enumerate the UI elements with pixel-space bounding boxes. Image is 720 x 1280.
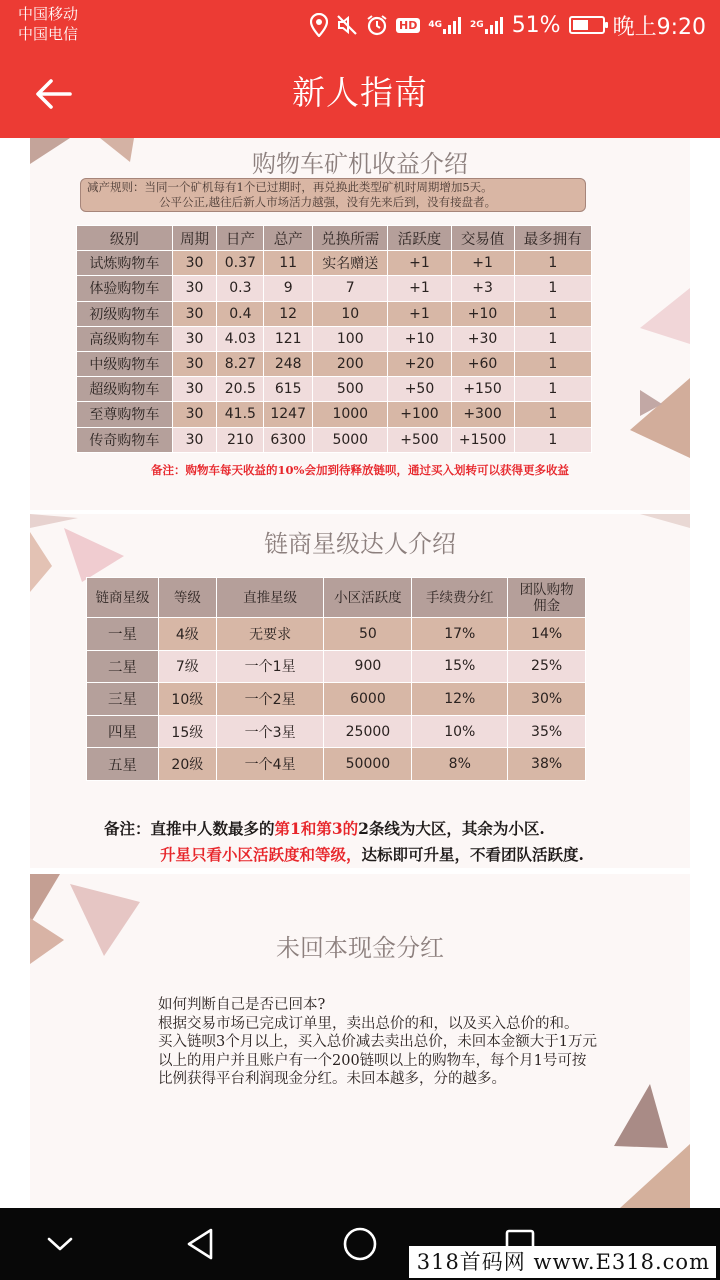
status-icons bbox=[310, 8, 706, 42]
column-header: 小区活跃度 bbox=[324, 578, 412, 618]
table-cell: +10 bbox=[388, 326, 451, 351]
table-cell: 20级 bbox=[158, 748, 216, 781]
table-cell: 25% bbox=[508, 650, 586, 683]
column-header: 手续费分红 bbox=[412, 578, 508, 618]
mining-note: 备注：购物车每天收益的10%会加到待释放链呗，通过买入划转可以获得更多收益 bbox=[151, 463, 569, 477]
star-note-line-1: 备注：直推中人数最多的第1和第3的2条线为大区，其余为小区. bbox=[104, 819, 545, 838]
table-cell: 1 bbox=[514, 351, 591, 376]
table-row bbox=[87, 683, 586, 716]
triangle-decoration bbox=[590, 1084, 690, 1208]
triangle-decoration bbox=[630, 288, 690, 358]
watermark-text: 318首码网 www.E318.com bbox=[409, 1246, 716, 1278]
row-label-cell: 三星 bbox=[87, 683, 159, 716]
table-cell: 30 bbox=[172, 351, 217, 376]
column-header: 级别 bbox=[77, 226, 173, 251]
table-cell: +1 bbox=[388, 276, 451, 301]
rule-line-1: 减产规则：当同一个矿机每有1个已过期时，再兑换此类型矿机时周期增加5天。 bbox=[87, 180, 493, 194]
table-cell: 6300 bbox=[264, 427, 313, 452]
table-cell: 210 bbox=[217, 427, 264, 452]
row-label-cell: 二星 bbox=[87, 650, 159, 683]
table-row bbox=[77, 326, 592, 351]
table-cell: 5000 bbox=[313, 427, 388, 452]
table-cell: 无要求 bbox=[216, 618, 324, 651]
table-cell: 1 bbox=[514, 251, 591, 276]
row-label-cell: 高级购物车 bbox=[77, 326, 173, 351]
battery-percent: 51% bbox=[511, 12, 561, 38]
row-label-cell: 传奇购物车 bbox=[77, 427, 173, 452]
table-cell: 9 bbox=[264, 276, 313, 301]
row-label-cell: 中级购物车 bbox=[77, 351, 173, 376]
table-cell: 20.5 bbox=[217, 377, 264, 402]
table-row bbox=[77, 377, 592, 402]
table-cell: 35% bbox=[508, 715, 586, 748]
table-row bbox=[87, 618, 586, 651]
table-cell: +500 bbox=[388, 427, 451, 452]
row-label-cell: 体验购物车 bbox=[77, 276, 173, 301]
column-header: 兑换所需 bbox=[313, 226, 388, 251]
table-cell: 1 bbox=[514, 301, 591, 326]
table-cell: +60 bbox=[451, 351, 514, 376]
table-cell: 11 bbox=[264, 251, 313, 276]
row-label-cell: 五星 bbox=[87, 748, 159, 781]
star-note-line-2: 升星只看小区活跃度和等级，达标即可升星，不看团队活跃度. bbox=[160, 845, 584, 864]
table-cell: 一个1星 bbox=[216, 650, 324, 683]
reduction-rule-box bbox=[80, 178, 586, 212]
signal-2-icon: 2G bbox=[470, 15, 504, 35]
table-cell: 30% bbox=[508, 683, 586, 716]
table-cell: 10 bbox=[313, 301, 388, 326]
mute-icon bbox=[336, 14, 358, 36]
table-cell: 实名赠送 bbox=[313, 251, 388, 276]
table-cell: +1 bbox=[388, 251, 451, 276]
column-header: 团队购物佣金 bbox=[508, 578, 586, 618]
system-nav-bar bbox=[0, 1208, 720, 1280]
guide-content[interactable] bbox=[0, 138, 720, 1208]
table-cell: 17% bbox=[412, 618, 508, 651]
table-cell: 12% bbox=[412, 683, 508, 716]
table-cell: 200 bbox=[313, 351, 388, 376]
table-cell: 1 bbox=[514, 377, 591, 402]
table-cell: +150 bbox=[451, 377, 514, 402]
table-cell: +1 bbox=[451, 251, 514, 276]
table-row bbox=[87, 715, 586, 748]
column-header: 活跃度 bbox=[388, 226, 451, 251]
signal-1-icon: 4G bbox=[428, 15, 462, 35]
column-header: 总产 bbox=[264, 226, 313, 251]
triangle-decoration bbox=[600, 370, 690, 460]
table-cell: 30 bbox=[172, 301, 217, 326]
app-header bbox=[0, 50, 720, 138]
table-cell: +300 bbox=[451, 402, 514, 427]
table-cell: 38% bbox=[508, 748, 586, 781]
nav-collapse-button[interactable] bbox=[36, 1224, 84, 1264]
table-cell: 一个3星 bbox=[216, 715, 324, 748]
table-cell: +1500 bbox=[451, 427, 514, 452]
table-cell: 1 bbox=[514, 326, 591, 351]
paragraph: 如何判断自己是否已回本? bbox=[158, 997, 326, 1013]
row-label-cell: 至尊购物车 bbox=[77, 402, 173, 427]
table-cell: 6000 bbox=[324, 683, 412, 716]
row-label-cell: 四星 bbox=[87, 715, 159, 748]
chevron-down-icon bbox=[46, 1235, 74, 1253]
table-cell: 30 bbox=[172, 276, 217, 301]
section-title-star: 链商星级达人介绍 bbox=[264, 530, 456, 558]
table-cell: 一个4星 bbox=[216, 748, 324, 781]
table-cell: 1247 bbox=[264, 402, 313, 427]
table-row bbox=[77, 402, 592, 427]
table-cell: 50000 bbox=[324, 748, 412, 781]
table-cell: 30 bbox=[172, 326, 217, 351]
status-bar bbox=[0, 0, 720, 50]
star-note bbox=[104, 816, 584, 868]
alarm-icon bbox=[366, 14, 388, 36]
table-cell: 0.4 bbox=[217, 301, 264, 326]
table-row bbox=[77, 301, 592, 326]
hd-icon: HD bbox=[396, 18, 420, 33]
table-cell: 30 bbox=[172, 427, 217, 452]
table-cell: 15级 bbox=[158, 715, 216, 748]
paragraph: 根据交易市场已完成订单里，卖出总价的和，以及买入总价的和。 bbox=[158, 1015, 579, 1032]
table-cell: +3 bbox=[451, 276, 514, 301]
column-header: 周期 bbox=[172, 226, 217, 251]
table-cell: 1000 bbox=[313, 402, 388, 427]
table-row bbox=[87, 748, 586, 781]
mining-table bbox=[76, 225, 592, 453]
table-row bbox=[87, 650, 586, 683]
table-cell: 1 bbox=[514, 276, 591, 301]
table-cell: 8% bbox=[412, 748, 508, 781]
column-header: 最多拥有 bbox=[514, 226, 591, 251]
table-row bbox=[77, 276, 592, 301]
table-cell: 7级 bbox=[158, 650, 216, 683]
table-cell: 0.37 bbox=[217, 251, 264, 276]
section-title-mining: 购物车矿机收益介绍 bbox=[252, 150, 468, 178]
table-cell: 248 bbox=[264, 351, 313, 376]
column-header: 日产 bbox=[217, 226, 264, 251]
table-row bbox=[77, 251, 592, 276]
table-cell: 14% bbox=[508, 618, 586, 651]
section-title-dividend: 未回本现金分红 bbox=[276, 934, 444, 962]
clock: 晚上9:20 bbox=[612, 14, 706, 40]
table-cell: 15% bbox=[412, 650, 508, 683]
table-cell: 7 bbox=[313, 276, 388, 301]
carrier-2: 中国电信 bbox=[18, 25, 79, 43]
triangle-back-icon bbox=[185, 1227, 215, 1261]
table-cell: 30 bbox=[172, 377, 217, 402]
table-cell: 500 bbox=[313, 377, 388, 402]
table-cell: +30 bbox=[451, 326, 514, 351]
circle-home-icon bbox=[342, 1226, 378, 1262]
page-title: 新人指南 bbox=[292, 73, 428, 112]
row-label-cell: 试炼购物车 bbox=[77, 251, 173, 276]
table-cell: +20 bbox=[388, 351, 451, 376]
paragraph: 买入链呗3个月以上，买入总价减去卖出总价，未回本金额大于1万元以上的用户并且账户有一个200链呗以上的购物车，每个月1号可按比例获得平台利润现金分红。未回本越多，分的越多。 bbox=[158, 1034, 597, 1087]
nav-back-button[interactable] bbox=[176, 1224, 224, 1264]
nav-home-button[interactable] bbox=[336, 1224, 384, 1264]
row-label-cell: 超级购物车 bbox=[77, 377, 173, 402]
column-header: 交易值 bbox=[451, 226, 514, 251]
table-cell: 1 bbox=[514, 427, 591, 452]
table-cell: 0.3 bbox=[217, 276, 264, 301]
rule-line-2: 公平公正,越往后新人市场活力越强，没有先来后到，没有接盘者。 bbox=[159, 195, 497, 209]
column-header: 等级 bbox=[158, 578, 216, 618]
column-header: 直推星级 bbox=[216, 578, 324, 618]
table-cell: 10% bbox=[412, 715, 508, 748]
table-cell: +10 bbox=[451, 301, 514, 326]
table-cell: 一个2星 bbox=[216, 683, 324, 716]
table-cell: 30 bbox=[172, 402, 217, 427]
table-cell: 50 bbox=[324, 618, 412, 651]
table-cell: +50 bbox=[388, 377, 451, 402]
table-cell: 900 bbox=[324, 650, 412, 683]
table-cell: +100 bbox=[388, 402, 451, 427]
row-label-cell: 一星 bbox=[87, 618, 159, 651]
table-cell: 12 bbox=[264, 301, 313, 326]
star-level-table bbox=[86, 577, 586, 781]
table-header-row bbox=[87, 578, 586, 618]
table-cell: 30 bbox=[172, 251, 217, 276]
carrier-1: 中国移动 bbox=[18, 5, 79, 23]
dividend-description bbox=[158, 996, 598, 1089]
table-header-row bbox=[77, 226, 592, 251]
table-cell: 4级 bbox=[158, 618, 216, 651]
table-cell: +1 bbox=[388, 301, 451, 326]
location-icon bbox=[310, 13, 328, 37]
table-row bbox=[77, 427, 592, 452]
row-label-cell: 初级购物车 bbox=[77, 301, 173, 326]
table-cell: 1 bbox=[514, 402, 591, 427]
column-header: 链商星级 bbox=[87, 578, 159, 618]
table-cell: 100 bbox=[313, 326, 388, 351]
table-cell: 8.27 bbox=[217, 351, 264, 376]
battery-icon bbox=[569, 16, 605, 34]
table-cell: 25000 bbox=[324, 715, 412, 748]
table-cell: 10级 bbox=[158, 683, 216, 716]
table-cell: 4.03 bbox=[217, 326, 264, 351]
table-cell: 41.5 bbox=[217, 402, 264, 427]
table-row bbox=[77, 351, 592, 376]
table-cell: 615 bbox=[264, 377, 313, 402]
table-cell: 121 bbox=[264, 326, 313, 351]
